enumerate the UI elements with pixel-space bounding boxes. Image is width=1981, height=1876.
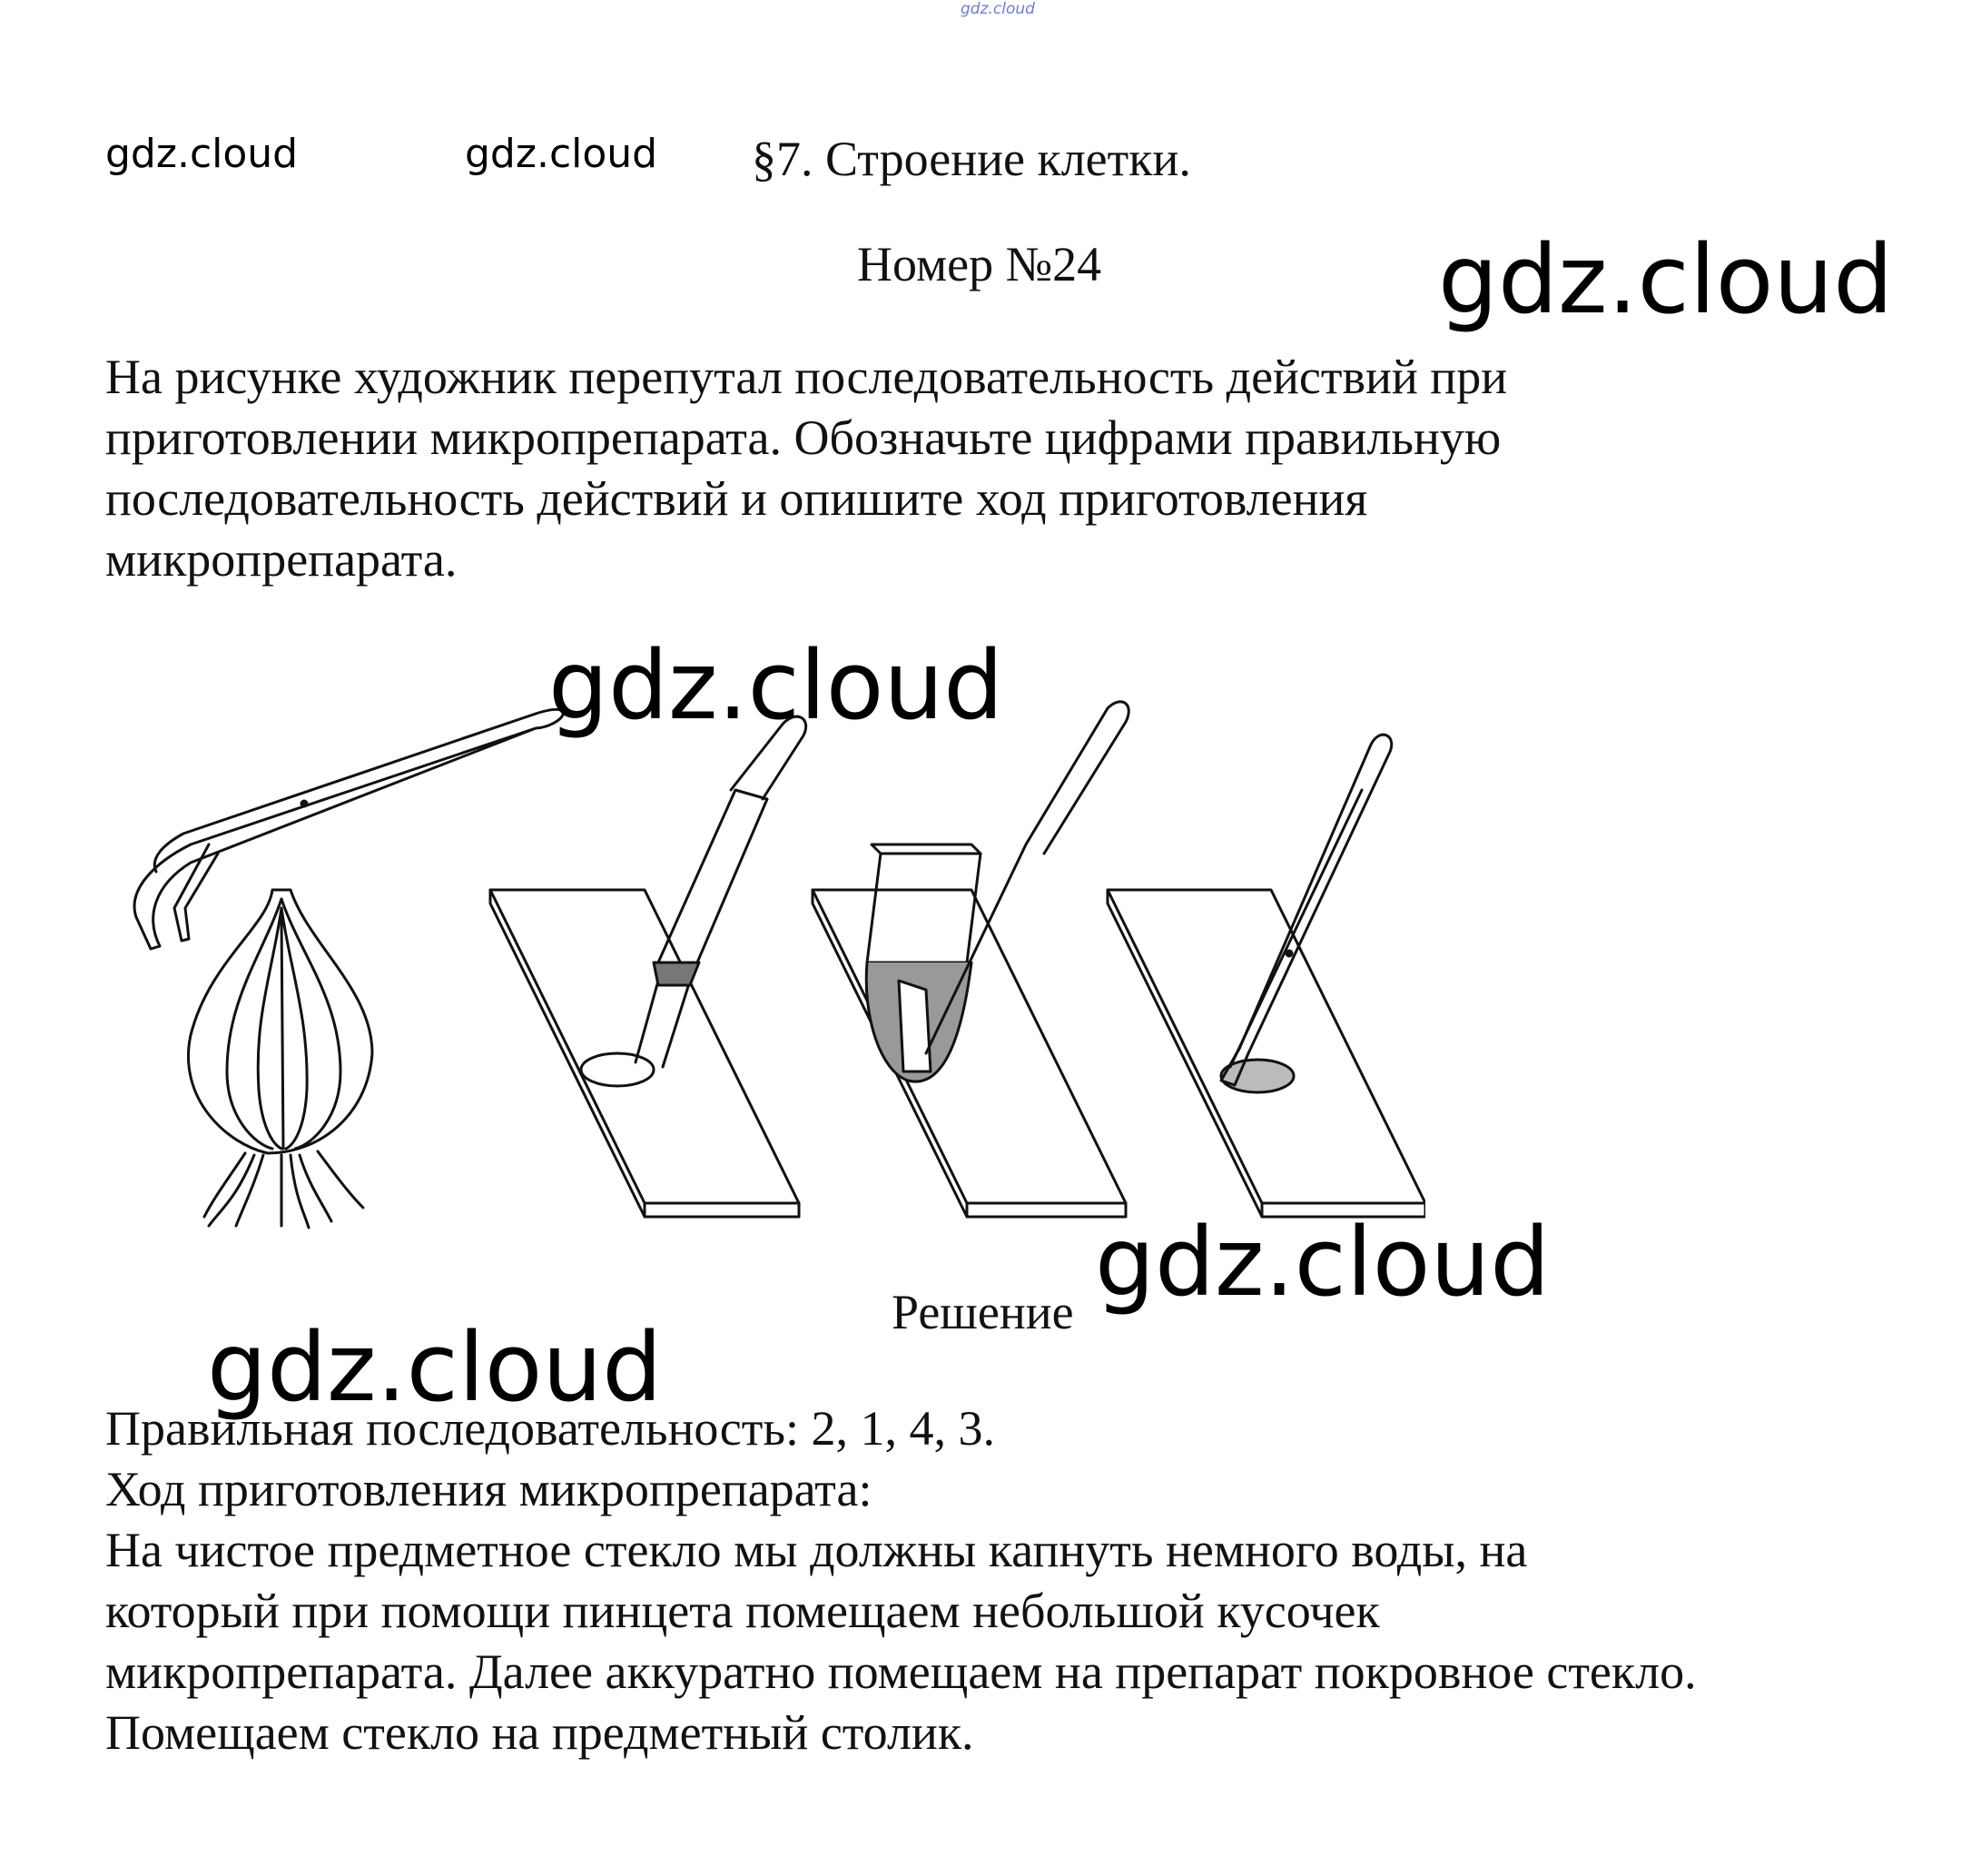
answer-line: На чистое предметное стекло мы должны капнуть немного воды, на <box>105 1523 1528 1577</box>
answer-line: микропрепарата. Далее аккуратно помещаем на препарат покровное стекло. <box>105 1644 1697 1699</box>
solution-title: Решение <box>892 1285 1074 1339</box>
cover-glass-needle-slide-icon <box>813 702 1128 1217</box>
task-line: последовательность действий и опишите ход приготовления <box>105 471 1368 526</box>
tweezers-icon <box>134 709 563 949</box>
answer-line: Правильная последовательность: 2, 1, 4, 3. <box>105 1401 995 1456</box>
microscope-preparation-figure <box>109 690 1425 1235</box>
dropper-slide-icon <box>490 716 806 1217</box>
watermark-large-3: gdz.cloud <box>1095 1207 1551 1318</box>
watermark-top: gdz.cloud <box>961 0 1035 18</box>
answer-line: Ход приготовления микропрепарата: <box>105 1462 872 1516</box>
watermark-small-2: gdz.cloud <box>465 131 658 177</box>
watermark-small-1: gdz.cloud <box>105 131 299 177</box>
task-text <box>105 347 1740 590</box>
watermark-large-1: gdz.cloud <box>1438 224 1894 335</box>
task-line: микропрепарата. <box>105 532 458 587</box>
task-number: Номер №24 <box>857 237 1102 291</box>
tweezers-slide-icon <box>1108 735 1425 1217</box>
answer-text <box>105 1398 1921 1763</box>
answer-line: который при помощи пинцета помещаем небольшой кусочек <box>105 1584 1380 1638</box>
task-line: На рисунке художник перепутал последовательность действий при <box>105 350 1508 404</box>
watermark-large-4: gdz.cloud <box>207 1312 663 1423</box>
section-title: §7. Строение клетки. <box>752 132 1191 186</box>
answer-line: Помещаем стекло на предметный столик. <box>105 1705 974 1760</box>
task-line: приготовлении микропрепарата. Обозначьте цифрами правильную <box>105 410 1502 465</box>
watermark-large-2: gdz.cloud <box>548 630 1004 741</box>
onion-icon <box>188 890 372 1228</box>
